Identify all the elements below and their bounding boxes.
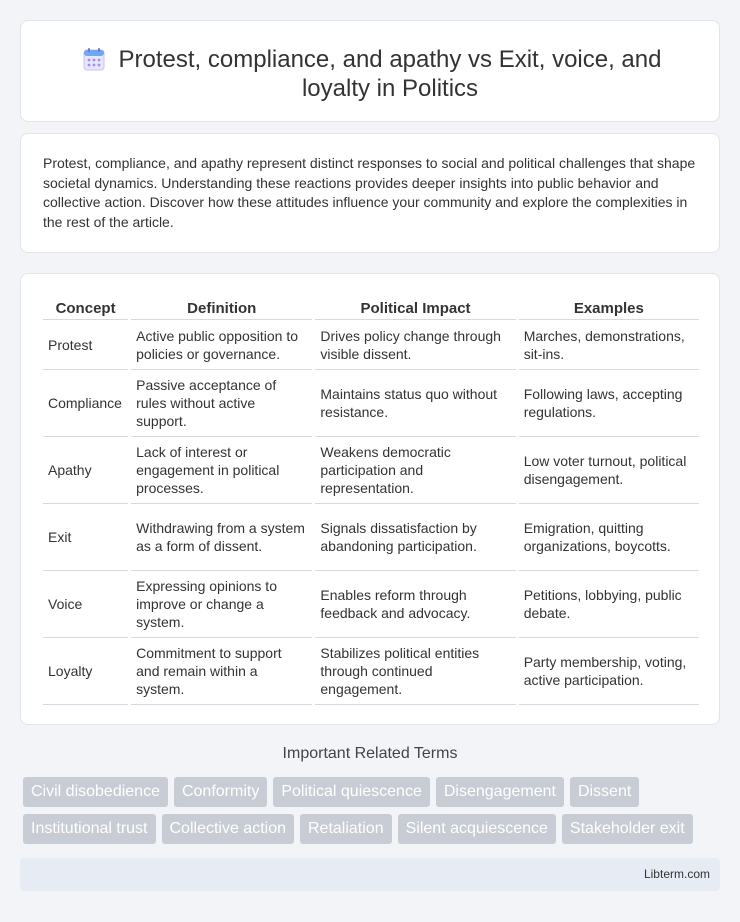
cell-definition: Passive acceptance of rules without active support. [131, 370, 312, 437]
footer-site-link[interactable]: Libterm.com [643, 867, 710, 881]
table-row [43, 638, 699, 705]
table-row [43, 320, 699, 370]
cell-definition: Expressing opinions to improve or change a system. [131, 571, 312, 638]
cell-examples: Emigration, quitting organizations, boycotts. [519, 504, 699, 571]
cell-concept: Exit [43, 504, 128, 571]
intro-paragraph: Protest, compliance, and apathy represent distinct responses to social and political challenges that shape societal dynamics. Understanding these reactions provides deeper insights into public behavior and collective action. Discover how these attitudes influence your community and explore the complexities in the rest of the article. [43, 155, 696, 230]
term-tag[interactable]: Collective action [162, 814, 295, 844]
cell-concept: Protest [43, 320, 128, 370]
term-tag[interactable]: Dissent [570, 777, 639, 807]
table-row [43, 571, 699, 638]
footer-bar [20, 858, 720, 891]
column-header-political-impact: Political Impact [315, 294, 515, 320]
term-tag[interactable]: Disengagement [436, 777, 564, 807]
term-tag[interactable]: Institutional trust [23, 814, 156, 844]
cell-examples: Following laws, accepting regulations. [519, 370, 699, 437]
column-header-concept: Concept [43, 294, 128, 320]
term-tag[interactable]: Conformity [174, 777, 267, 807]
term-tag[interactable]: Retaliation [300, 814, 392, 844]
cell-concept: Compliance [43, 370, 128, 437]
cell-definition: Withdrawing from a system as a form of dissent. [131, 504, 312, 571]
cell-examples: Petitions, lobbying, public debate. [519, 571, 699, 638]
cell-examples: Marches, demonstrations, sit-ins. [519, 320, 699, 370]
cell-impact: Enables reform through feedback and advocacy. [315, 571, 515, 638]
related-terms-heading: Important Related Terms [282, 745, 458, 762]
intro-card [20, 133, 720, 253]
cell-concept: Apathy [43, 437, 128, 504]
term-tag[interactable]: Political quiescence [273, 777, 430, 807]
title-card [20, 20, 720, 122]
cell-concept: Voice [43, 571, 128, 638]
cell-impact: Weakens democratic participation and representation. [315, 437, 515, 504]
cell-impact: Signals dissatisfaction by abandoning participation. [315, 504, 515, 571]
cell-examples: Low voter turnout, political disengagement. [519, 437, 699, 504]
cell-impact: Stabilizes political entities through continued engagement. [315, 638, 515, 705]
term-tag[interactable]: Civil disobedience [23, 777, 168, 807]
related-terms-row [23, 814, 693, 844]
term-tag[interactable]: Silent acquiescence [398, 814, 556, 844]
cell-definition: Lack of interest or engagement in political processes. [131, 437, 312, 504]
table-row [43, 437, 699, 504]
cell-definition: Active public opposition to policies or governance. [131, 320, 312, 370]
cell-examples: Party membership, voting, active participation. [519, 638, 699, 705]
related-terms-row [23, 777, 639, 807]
page-title: Protest, compliance, and apathy vs Exit, voice, and loyalty in Politics [118, 46, 662, 102]
comparison-table-card [20, 273, 720, 725]
cell-definition: Commitment to support and remain within a system. [131, 638, 312, 705]
cell-impact: Drives policy change through visible dissent. [315, 320, 515, 370]
column-header-examples: Examples [519, 294, 699, 320]
term-tag[interactable]: Stakeholder exit [562, 814, 693, 844]
column-header-definition: Definition [131, 294, 312, 320]
table-row [43, 504, 699, 571]
table-header-row [43, 294, 699, 320]
cell-impact: Maintains status quo without resistance. [315, 370, 515, 437]
comparison-table [40, 294, 702, 705]
table-row [43, 370, 699, 437]
cell-concept: Loyalty [43, 638, 128, 705]
